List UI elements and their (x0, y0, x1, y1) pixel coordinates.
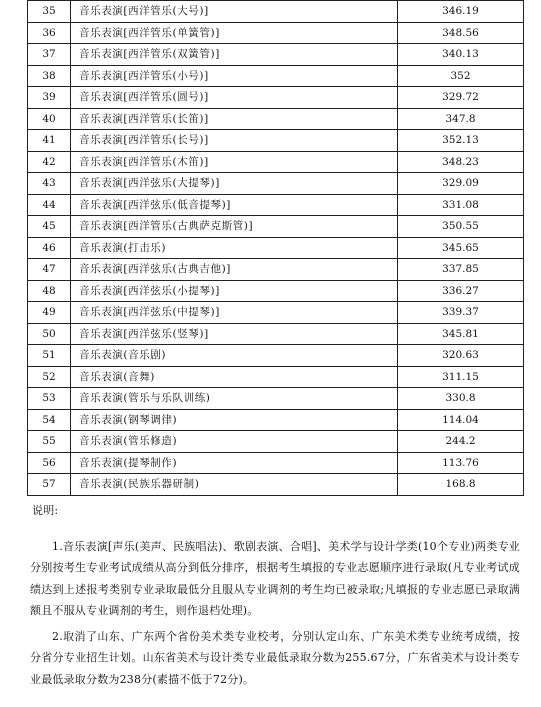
admission-score-table (27, 0, 524, 496)
table-row (28, 108, 524, 130)
min-score: 336.27 (398, 280, 524, 302)
table-row (28, 366, 524, 388)
row-number: 45 (28, 216, 71, 238)
major-name: 音乐表演(民族乐器研制) (71, 474, 398, 496)
min-score: 348.23 (398, 151, 524, 173)
major-name: 音乐表演[西洋弦乐(低音提琴)] (71, 194, 398, 216)
table-row (28, 22, 524, 44)
min-score: 311.15 (398, 366, 524, 388)
table-row (28, 259, 524, 281)
major-name: 音乐表演(钢琴调律) (71, 409, 398, 431)
table-row (28, 409, 524, 431)
row-number: 53 (28, 388, 71, 410)
min-score: 345.65 (398, 237, 524, 259)
min-score: 113.76 (398, 452, 524, 474)
row-number: 44 (28, 194, 71, 216)
row-number: 47 (28, 259, 71, 281)
major-name: 音乐表演[西洋弦乐(中提琴)] (71, 302, 398, 324)
table-row (28, 173, 524, 195)
row-number: 42 (28, 151, 71, 173)
min-score: 329.09 (398, 173, 524, 195)
table-row (28, 65, 524, 87)
row-number: 39 (28, 87, 71, 109)
note-paragraph-1: 1.音乐表演[声乐(美声、民族唱法)、歌剧表演、合唱]、美术学与设计学类(10个专业)两类专业分别按考生专业考试成绩从高分到低分排序，根据考生填报的专业志愿顺序进行录取(凡专业考试成绩达到上述报考类别专业录取最低分且服从专业调剂的考生均已被录取;凡填报的专业志愿已录取满额且不服从专业调剂的考生，则作退档处理)。 (30, 539, 520, 617)
major-name: 音乐表演[西洋管乐(圆号)] (71, 87, 398, 109)
table-row (28, 1, 524, 23)
major-name: 音乐表演(管乐与乐队训练) (71, 388, 398, 410)
table-row (28, 151, 524, 173)
row-number: 48 (28, 280, 71, 302)
min-score: 331.08 (398, 194, 524, 216)
row-number: 49 (28, 302, 71, 324)
table-row (28, 194, 524, 216)
min-score: 114.04 (398, 409, 524, 431)
major-name: 音乐表演[西洋管乐(单簧管)] (71, 22, 398, 44)
row-number: 37 (28, 44, 71, 66)
table-row (28, 237, 524, 259)
row-number: 41 (28, 130, 71, 152)
min-score: 352 (398, 65, 524, 87)
table-row (28, 452, 524, 474)
table-row (28, 431, 524, 453)
major-name: 音乐表演[西洋管乐(长笛)] (71, 108, 398, 130)
major-name: 音乐表演[西洋管乐(大号)] (71, 1, 398, 23)
min-score: 346.19 (398, 1, 524, 23)
table-row (28, 345, 524, 367)
table-row (28, 87, 524, 109)
min-score: 320.63 (398, 345, 524, 367)
major-name: 音乐表演[西洋管乐(长号)] (71, 130, 398, 152)
table-row (28, 44, 524, 66)
min-score: 330.8 (398, 388, 524, 410)
row-number: 38 (28, 65, 71, 87)
row-number: 35 (28, 1, 71, 23)
note-paragraph-2: 2.取消了山东、广东两个省份美术类专业校考，分别认定山东、广东美术类专业统考成绩，按分省分专业招生计划。山东省美术与设计类专业最低录取分数为255.67分，广东省美术与设计类专业最低录取分数为238分(素描不低于72分)。 (30, 629, 520, 686)
row-number: 51 (28, 345, 71, 367)
table-row (28, 388, 524, 410)
notes-section (30, 500, 520, 694)
min-score: 347.8 (398, 108, 524, 130)
min-score: 168.8 (398, 474, 524, 496)
min-score: 345.81 (398, 323, 524, 345)
row-number: 36 (28, 22, 71, 44)
min-score: 340.13 (398, 44, 524, 66)
row-number: 43 (28, 173, 71, 195)
min-score: 244.2 (398, 431, 524, 453)
score-table-body (28, 1, 524, 496)
major-name: 音乐表演[西洋弦乐(大提琴)] (71, 173, 398, 195)
min-score: 348.56 (398, 22, 524, 44)
row-number: 52 (28, 366, 71, 388)
row-number: 54 (28, 409, 71, 431)
row-number: 56 (28, 452, 71, 474)
min-score: 339.37 (398, 302, 524, 324)
notes-title: 说明: (32, 504, 59, 517)
min-score: 337.85 (398, 259, 524, 281)
row-number: 50 (28, 323, 71, 345)
min-score: 329.72 (398, 87, 524, 109)
row-number: 40 (28, 108, 71, 130)
major-name: 音乐表演(音舞) (71, 366, 398, 388)
table-row (28, 474, 524, 496)
row-number: 46 (28, 237, 71, 259)
major-name: 音乐表演(打击乐) (71, 237, 398, 259)
table-row (28, 280, 524, 302)
major-name: 音乐表演[西洋管乐(木笛)] (71, 151, 398, 173)
table-row (28, 216, 524, 238)
row-number: 57 (28, 474, 71, 496)
major-name: 音乐表演[西洋弦乐(竖琴)] (71, 323, 398, 345)
major-name: 音乐表演[西洋弦乐(小提琴)] (71, 280, 398, 302)
table-row (28, 323, 524, 345)
major-name: 音乐表演(音乐剧) (71, 345, 398, 367)
major-name: 音乐表演[西洋管乐(古典萨克斯管)] (71, 216, 398, 238)
major-name: 音乐表演(管乐修造) (71, 431, 398, 453)
min-score: 350.55 (398, 216, 524, 238)
min-score: 352.13 (398, 130, 524, 152)
table-row (28, 130, 524, 152)
major-name: 音乐表演[西洋管乐(小号)] (71, 65, 398, 87)
row-number: 55 (28, 431, 71, 453)
table-row (28, 302, 524, 324)
major-name: 音乐表演[西洋弦乐(古典吉他)] (71, 259, 398, 281)
major-name: 音乐表演[西洋管乐(双簧管)] (71, 44, 398, 66)
major-name: 音乐表演(提琴制作) (71, 452, 398, 474)
